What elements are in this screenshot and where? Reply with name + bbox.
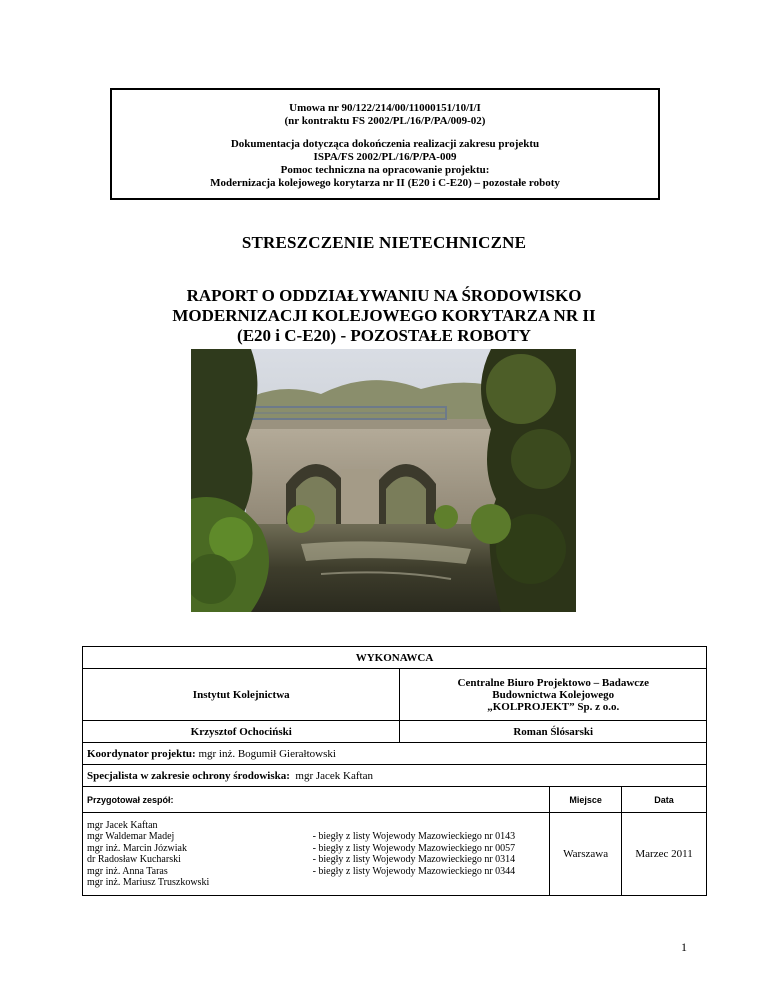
- team-member: mgr inż. Mariusz Truszkowski: [87, 877, 210, 888]
- contractor-table: [82, 646, 707, 896]
- coordinator-value: mgr inż. Bogumił Gierałtowski: [195, 747, 336, 760]
- expert-note: - biegły z listy Wojewody Mazowieckiego nr 0344: [312, 865, 516, 877]
- page-number: 1: [681, 940, 687, 954]
- place-label: Miejsce: [550, 787, 622, 813]
- bureau-line-2: Budownictwa Kolejowego: [492, 688, 615, 701]
- expert-note: - biegły z listy Wojewody Mazowieckiego nr 0057: [312, 842, 516, 854]
- team-cell: [83, 813, 550, 896]
- date-label: Data: [622, 787, 707, 813]
- project-code: ISPA/FS 2002/PL/16/P/PA-009: [313, 151, 457, 163]
- summary-title: STRESZCZENIE NIETECHNICZNE: [241, 233, 527, 252]
- specialist-value: mgr Jacek Kaftan: [289, 769, 373, 782]
- contractor-header: WYKONAWCA: [83, 647, 707, 669]
- team-member: dr Radosław Kucharski: [87, 854, 181, 865]
- technical-assistance-line: Pomoc techniczna na opracowanie projektu:: [280, 164, 490, 176]
- expert-notes: [313, 820, 546, 889]
- institute-name: Instytut Kolejnictwa: [83, 669, 400, 721]
- contract-info-box: [110, 88, 660, 200]
- team-member: mgr inż. Anna Taras: [87, 865, 168, 877]
- team-member: mgr inż. Marcin Józwiak: [87, 842, 187, 854]
- documentation-line: Dokumentacja dotycząca dokończenia realizacji zakresu projektu: [230, 138, 540, 150]
- team-member: mgr Jacek Kaftan: [87, 819, 158, 831]
- report-title-line-1: RAPORT O ODDZIAŁYWANIU NA ŚRODOWISKO: [186, 286, 582, 305]
- place-value: Warszawa: [550, 813, 622, 896]
- team-member-list: [87, 820, 209, 889]
- coordinator-row: [83, 743, 707, 765]
- report-title-line-3: (E20 i C-E20) - POZOSTAŁE ROBOTY: [237, 326, 531, 345]
- bureau-name: [400, 669, 707, 721]
- institute-signatory: Krzysztof Ochociński: [83, 721, 400, 743]
- contract-reference: (nr kontraktu FS 2002/PL/16/P/PA/009-02): [284, 115, 486, 127]
- expert-note: - biegły z listy Wojewody Mazowieckiego nr 0314: [312, 854, 516, 865]
- coordinator-label: Koordynator projektu:: [87, 747, 196, 760]
- bureau-line-1: Centralne Biuro Projektowo – Badawcze: [457, 676, 649, 689]
- specialist-row: [83, 765, 707, 787]
- railway-bridge-photo: [191, 349, 576, 612]
- bureau-signatory: Roman Ślósarski: [400, 721, 707, 743]
- report-title: [0, 286, 768, 346]
- report-title-line-2: MODERNIZACJI KOLEJOWEGO KORYTARZA NR II: [172, 306, 596, 325]
- project-name: Modernizacja kolejowego korytarza nr II (E20 i C-E20) – pozostałe roboty: [210, 177, 560, 189]
- team-member: mgr Waldemar Madej: [87, 831, 175, 842]
- team-label: Przygotował zespół:: [83, 787, 550, 813]
- bureau-line-3: „KOLPROJEKT” Sp. z o.o.: [487, 700, 620, 713]
- expert-note: - biegły z listy Wojewody Mazowieckiego nr 0143: [312, 831, 516, 842]
- specialist-label: Specjalista w zakresie ochrony środowiska:: [87, 769, 290, 782]
- contract-number: Umowa nr 90/122/214/00/11000151/10/I/I: [289, 102, 481, 114]
- date-value: Marzec 2011: [622, 813, 707, 896]
